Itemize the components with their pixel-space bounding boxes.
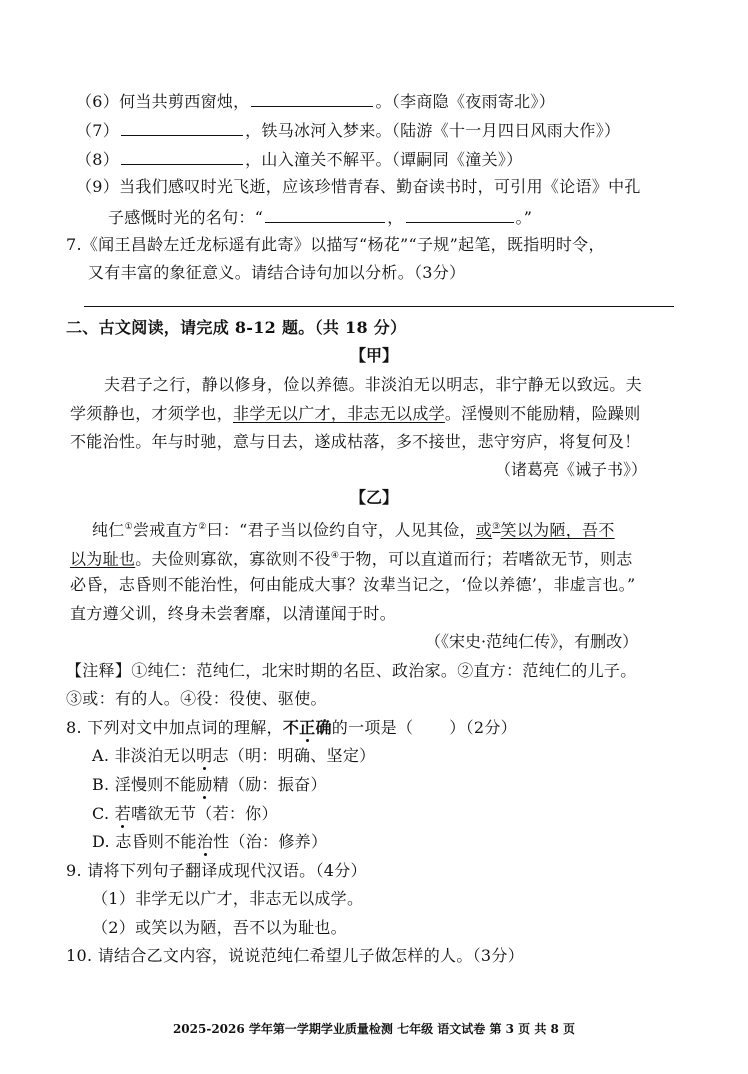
dotted-word: 不正确 xyxy=(282,718,332,737)
option-text: 精（励：振奋） xyxy=(212,775,327,794)
option-text: 志（明：明确、坚定） xyxy=(212,746,376,765)
answer-blank[interactable] xyxy=(406,206,514,223)
q8-score: ）（2分） xyxy=(449,718,517,737)
question-8-fill xyxy=(76,148,523,170)
underlined-sentence: 非学无以广才，非志无以成学 xyxy=(233,404,445,423)
question-9-fill-line1: （9）当我们感叹时光飞逝，应该珍惜青春、勤奋读书时，可引用《论语》中孔 xyxy=(76,177,641,196)
q8-text: ，山入潼关不解平。（谭嗣同《潼关》） xyxy=(245,150,523,169)
notes-line-1: 【注释】①纯仁：范纯仁，北宋时期的名臣、政治家。②直方：范纯仁的儿子。 xyxy=(66,661,637,680)
answer-blank[interactable] xyxy=(251,90,373,107)
answer-blank[interactable] xyxy=(121,148,243,165)
jia-text: 学须静也，才须学也， xyxy=(70,404,234,423)
option-b[interactable] xyxy=(92,775,327,795)
yi-source: （《宋史·范纯仁传》，有删改） xyxy=(425,632,639,651)
note-marker: ② xyxy=(198,522,207,532)
underlined-sentence: 以为耻也 xyxy=(70,549,136,569)
question-7-line1: 7.《闻王昌龄左迁龙标遥有此寄》以描写“杨花”“子规”起笔，既指明时令， xyxy=(66,235,605,254)
option-a[interactable] xyxy=(92,746,375,766)
question-6 xyxy=(76,90,555,112)
passage-yi-label: 【乙】 xyxy=(349,488,398,507)
q7-num: （7） xyxy=(76,121,120,140)
yi-text: 曰：“君子当以俭约自守，人见其俭， xyxy=(206,520,476,540)
dotted-word: 励 xyxy=(196,775,213,794)
yi-text: 。夫俭则寡欲，寡欲则不役 xyxy=(135,549,331,569)
section-title: 二、古文阅读，请完成 8-12 题。（共 18 分） xyxy=(66,318,407,337)
q8-text: 的一项是（ xyxy=(331,718,414,737)
yi-text: 于物，可以直道而行；若嗜欲无节，则志 xyxy=(339,549,633,569)
q6-text: （6）何当共剪西窗烛， xyxy=(76,92,250,111)
yi-line-2 xyxy=(70,546,633,569)
q9-end: 。” xyxy=(515,208,533,227)
option-d[interactable] xyxy=(92,832,327,852)
answer-blank[interactable] xyxy=(265,206,385,223)
answer-line[interactable] xyxy=(84,306,674,307)
q7-text: ，铁马冰河入梦来。（陆游《十一月四日风雨大作》） xyxy=(245,121,621,140)
question-9-stem: 9. 请将下列句子翻译成现代汉语。（4分） xyxy=(66,861,367,880)
yi-line-1 xyxy=(92,517,615,540)
question-8-stem xyxy=(66,718,517,738)
option-text: 嗜欲无节（若：你） xyxy=(131,804,278,823)
q8-num: （8） xyxy=(76,150,120,169)
option-c[interactable] xyxy=(92,804,278,824)
q9-comma: ， xyxy=(387,208,404,227)
underlined-sentence: 或 xyxy=(475,520,493,540)
question-9-fill-line2 xyxy=(108,206,532,228)
option-text: B. 淫慢则不能 xyxy=(92,775,197,794)
answer-blank[interactable] xyxy=(121,119,243,136)
dotted-word: 若 xyxy=(114,804,132,823)
question-9-sentence-1: （1）非学无以广才，非志无以成学。 xyxy=(92,889,364,908)
note-marker: ④ xyxy=(330,551,340,561)
jia-source: （诸葛亮《诫子书》） xyxy=(495,460,648,479)
question-9-sentence-2: （2）或笑以为陋，吾不以为耻也。 xyxy=(92,918,347,937)
jia-text: 。淫慢则不能励精，险躁则 xyxy=(444,404,641,423)
dotted-word: 治 xyxy=(196,832,214,851)
option-text: A. 非淡泊无以 xyxy=(92,746,197,765)
yi-line-4: 直方遵父训，终身未尝奢靡，以清谨闻于时。 xyxy=(70,604,397,623)
option-text: D. 志昏则不能 xyxy=(92,832,197,851)
note-marker: ① xyxy=(124,522,133,532)
jia-line-2 xyxy=(70,404,641,424)
jia-line-3: 不能治性。年与时驰，意与日去，遂成枯落，多不接世，悲守穷庐，将复何及！ xyxy=(70,432,641,451)
q9-text: 子感慨时光的名句：“ xyxy=(108,208,264,227)
option-text: 性（治：修养） xyxy=(213,832,328,851)
yi-text: 尝戒直方 xyxy=(132,520,199,540)
passage-jia-label: 【甲】 xyxy=(349,346,398,365)
emphasis-not-correct xyxy=(283,718,332,737)
jia-line-1: 夫君子之行，静以修身，俭以养德。非淡泊无以明志，非宁静无以致远。夫 xyxy=(104,375,642,394)
underlined-sentence: 笑以为陋，吾不 xyxy=(500,520,615,540)
q8-text: 8. 下列对文中加点词的理解， xyxy=(66,718,283,737)
notes-line-2: ③或：有的人。④役：役使、驱使。 xyxy=(66,689,327,708)
option-text: C. xyxy=(92,804,115,823)
page-footer: 2025-2026 学年第一学期学业质量检测 七年级 语文试卷 第 3 页 共 8 页 xyxy=(172,1022,576,1036)
q6-source: 。（李商隐《夜雨寄北》） xyxy=(375,92,556,111)
question-10-stem: 10. 请结合乙文内容，说说范纯仁希望儿子做怎样的人。（3分） xyxy=(66,946,525,965)
yi-line-3: 必昏，志昏则不能治性，何由能成大事？汝辈当记之，‘俭以养德’，非虚言也。” xyxy=(70,575,636,594)
question-7-line2: 又有丰富的象征意义。请结合诗句加以分析。（3分） xyxy=(88,263,466,282)
dotted-word: 明 xyxy=(196,746,213,765)
question-7-fill xyxy=(76,119,620,141)
yi-text: 纯仁 xyxy=(92,520,125,540)
note-marker: ③ xyxy=(492,522,501,532)
